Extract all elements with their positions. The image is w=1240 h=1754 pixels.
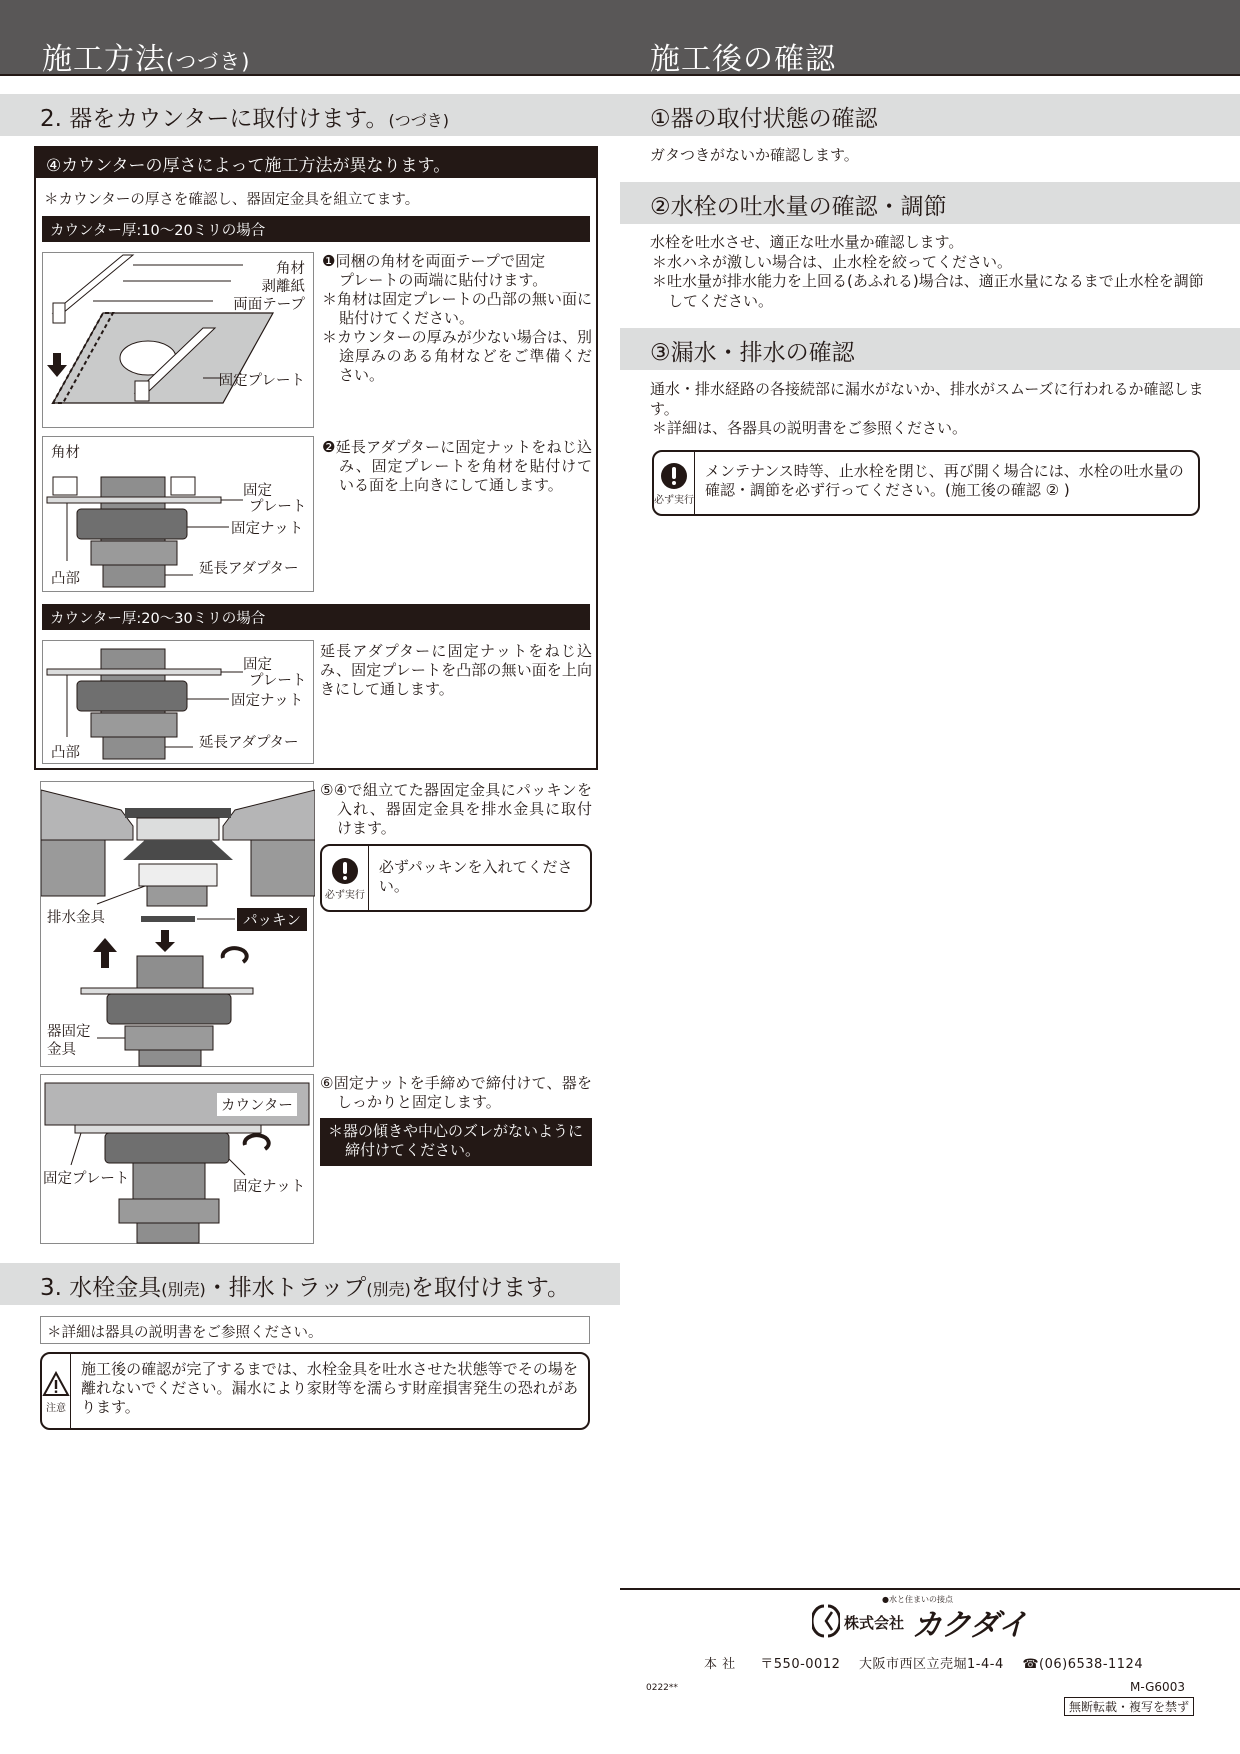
check1-title: ①器の取付状態の確認 [650,106,878,132]
company-tagline: ●水と住まいの接点 [882,1595,953,1604]
postal-code: 〒550-0012 [760,1657,841,1672]
check2-note-2: ＊吐水量が排水能力を上回る(あふれる)場合は、適正水量になるまで止水栓を調節してください。 [652,272,1204,310]
callout-message: 施工後の確認が完了するまでは、水栓金具を吐水させた状態等でその場を離れないでください。漏水により家財等を濡らす財産損害発生の恐れがあります。 [81,1360,578,1416]
case2-instruction: 延長アダプターに固定ナットをねじ込み、固定プレートを凸部の無い面を上向きにして通します。 [320,642,592,698]
label-counter: カウンター [217,1093,297,1116]
figure-plate-bars [42,252,314,428]
section3-title: 3. 水栓金具(別売)・排水トラップ(別売)を取付けます。 [40,1275,570,1301]
figure-step6 [40,1074,314,1244]
callout-icon-column [322,846,369,910]
case2-bar: カウンター厚:20〜30ミリの場合 [42,604,590,630]
callout-icon-label: 注意 [46,1402,66,1414]
label-extension-adapter: 延長アダプター [199,735,299,751]
figure-step5 [40,781,314,1067]
right-page-title: 施工後の確認 [650,42,836,77]
check2-text: 水栓を吐水させ、適正な吐水量か確認します。 [650,233,964,251]
label-fixing-plate: 固定プレート [43,1171,130,1187]
label-bracket: 金具 [47,1042,76,1058]
instruction-1: ❶同梱の角材を両面テープで固定 プレートの両端に貼付けます。 ＊角材は固定プレートの凸部の無い面に貼付けてください。 ＊カウンターの厚みが少ない場合は、別途厚みのある角材などをご準備ください。 [322,252,592,384]
step6-dark-note: ＊器の傾きや中心のズレがないように締付けてください。 [320,1118,592,1166]
label-packing: パッキン [237,908,307,931]
check3-title: ③漏水・排水の確認 [650,340,855,366]
section3-band [0,1263,620,1305]
instruction-2: ❷延長アダプターに固定ナットをねじ込み、固定プレートを角材を貼付けている面を上向きにして通します。 [322,438,592,494]
check3-text: 通水・排水経路の各接続部に漏水がないか、排水がスムーズに行われるか確認します。 [650,380,1204,418]
step4-box [34,146,598,770]
callout-icon-label: 必ず実行 [324,889,365,901]
phone-number: ☎(06)6538-1124 [1022,1657,1144,1672]
label-plate: プレート [249,499,307,515]
step6-instruction: ⑥固定ナットを手締めで締付けて、器をしっかりと固定します。 [320,1074,592,1111]
label-extension-adapter: 延長アダプター [199,561,299,577]
step4-note: ＊カウンターの厚さを確認し、器固定金具を組立てます。 [44,192,420,208]
check1-text: ガタつきがないか確認します。 [650,146,859,164]
kakudai-logo-icon [812,1604,840,1638]
exclamation-icon [661,463,687,489]
label-fixing-nut: 固定ナット [231,521,304,537]
figure-assembly-bars [42,436,314,592]
label-fixing-plate: 固定プレート [218,373,305,389]
footer-divider [620,1588,1240,1590]
label-fixing-nut: 固定ナット [233,1179,306,1195]
left-page-title: 施工方法(つづき) [42,42,251,77]
check3-body [650,380,1206,439]
label-double-tape: 両面テープ [233,297,305,313]
check3-note: ＊詳細は、各器具の説明書をご参照ください。 [652,419,968,437]
label-fixing-nut: 固定ナット [231,693,304,709]
warning-icon [42,1371,70,1397]
section2-title: 2. 器をカウンターに取付けます。(つづき) [40,106,449,132]
company-address [704,1653,1143,1672]
check3-callout [652,450,1200,516]
check2-note-1: ＊水ハネが激しい場合は、止水栓を絞ってください。 [652,252,1013,271]
callout-message: メンテナンス時等、止水栓を閉じ、再び開く場合には、水栓の吐水量の確認・調節を必ず行ってください。(施工後の確認 ② ) [705,462,1184,499]
step4-heading: ④カウンターの厚さによって施工方法が異なります。 [36,148,596,178]
label-drain-fitting: 排水金具 [47,910,105,926]
label-square-bar: 角材 [276,261,305,277]
step5-instruction: ⑤④で組立てた器固定金具にパッキンを入れ、器固定金具を排水金具に取付けます。 [320,781,592,837]
section3-caution-callout [40,1352,590,1430]
check2-band [620,182,1240,224]
callout-message: 必ずパッキンを入れてください。 [378,858,573,895]
label-bowl-fixing: 器固定 [47,1024,91,1040]
label-release-paper: 剥離紙 [261,279,305,295]
section2-band [0,94,620,136]
check2-title: ②水栓の吐水量の確認・調節 [650,194,947,220]
label-fixing: 固定 [243,483,272,499]
check1-band [620,94,1240,136]
doc-code: 0222** [646,1683,678,1693]
header-band [0,0,1240,76]
copyright-notice: 無断転載・複写を禁ず [1064,1697,1194,1716]
company-name: カクダイ [912,1608,1027,1643]
case1-bar: カウンター厚:10〜20ミリの場合 [42,216,590,242]
exclamation-icon [332,858,358,884]
label-square-bar: 角材 [51,445,80,461]
company-prefix: 株式会社 [844,1614,905,1632]
check2-body [650,233,1210,311]
label-protrusion: 凸部 [51,571,80,587]
callout-icon-label: 必ず実行 [654,494,694,506]
street-address: 大阪市西区立売堀1-4-4 [859,1657,1004,1672]
label-protrusion: 凸部 [51,745,80,761]
check3-band [620,328,1240,370]
label-fixing: 固定 [243,657,272,673]
company-logo [812,1594,1062,1643]
figure-assembly-no-bars [42,640,314,764]
callout-icon-column [42,1354,71,1428]
section3-note: ＊詳細は器具の説明書をご参照ください。 [40,1316,590,1344]
address-label: 本 社 [704,1657,736,1672]
label-plate: プレート [249,673,307,689]
callout-icon-column [654,452,695,514]
step5-callout [320,844,592,912]
model-number: M-G6003 [1130,1680,1185,1694]
